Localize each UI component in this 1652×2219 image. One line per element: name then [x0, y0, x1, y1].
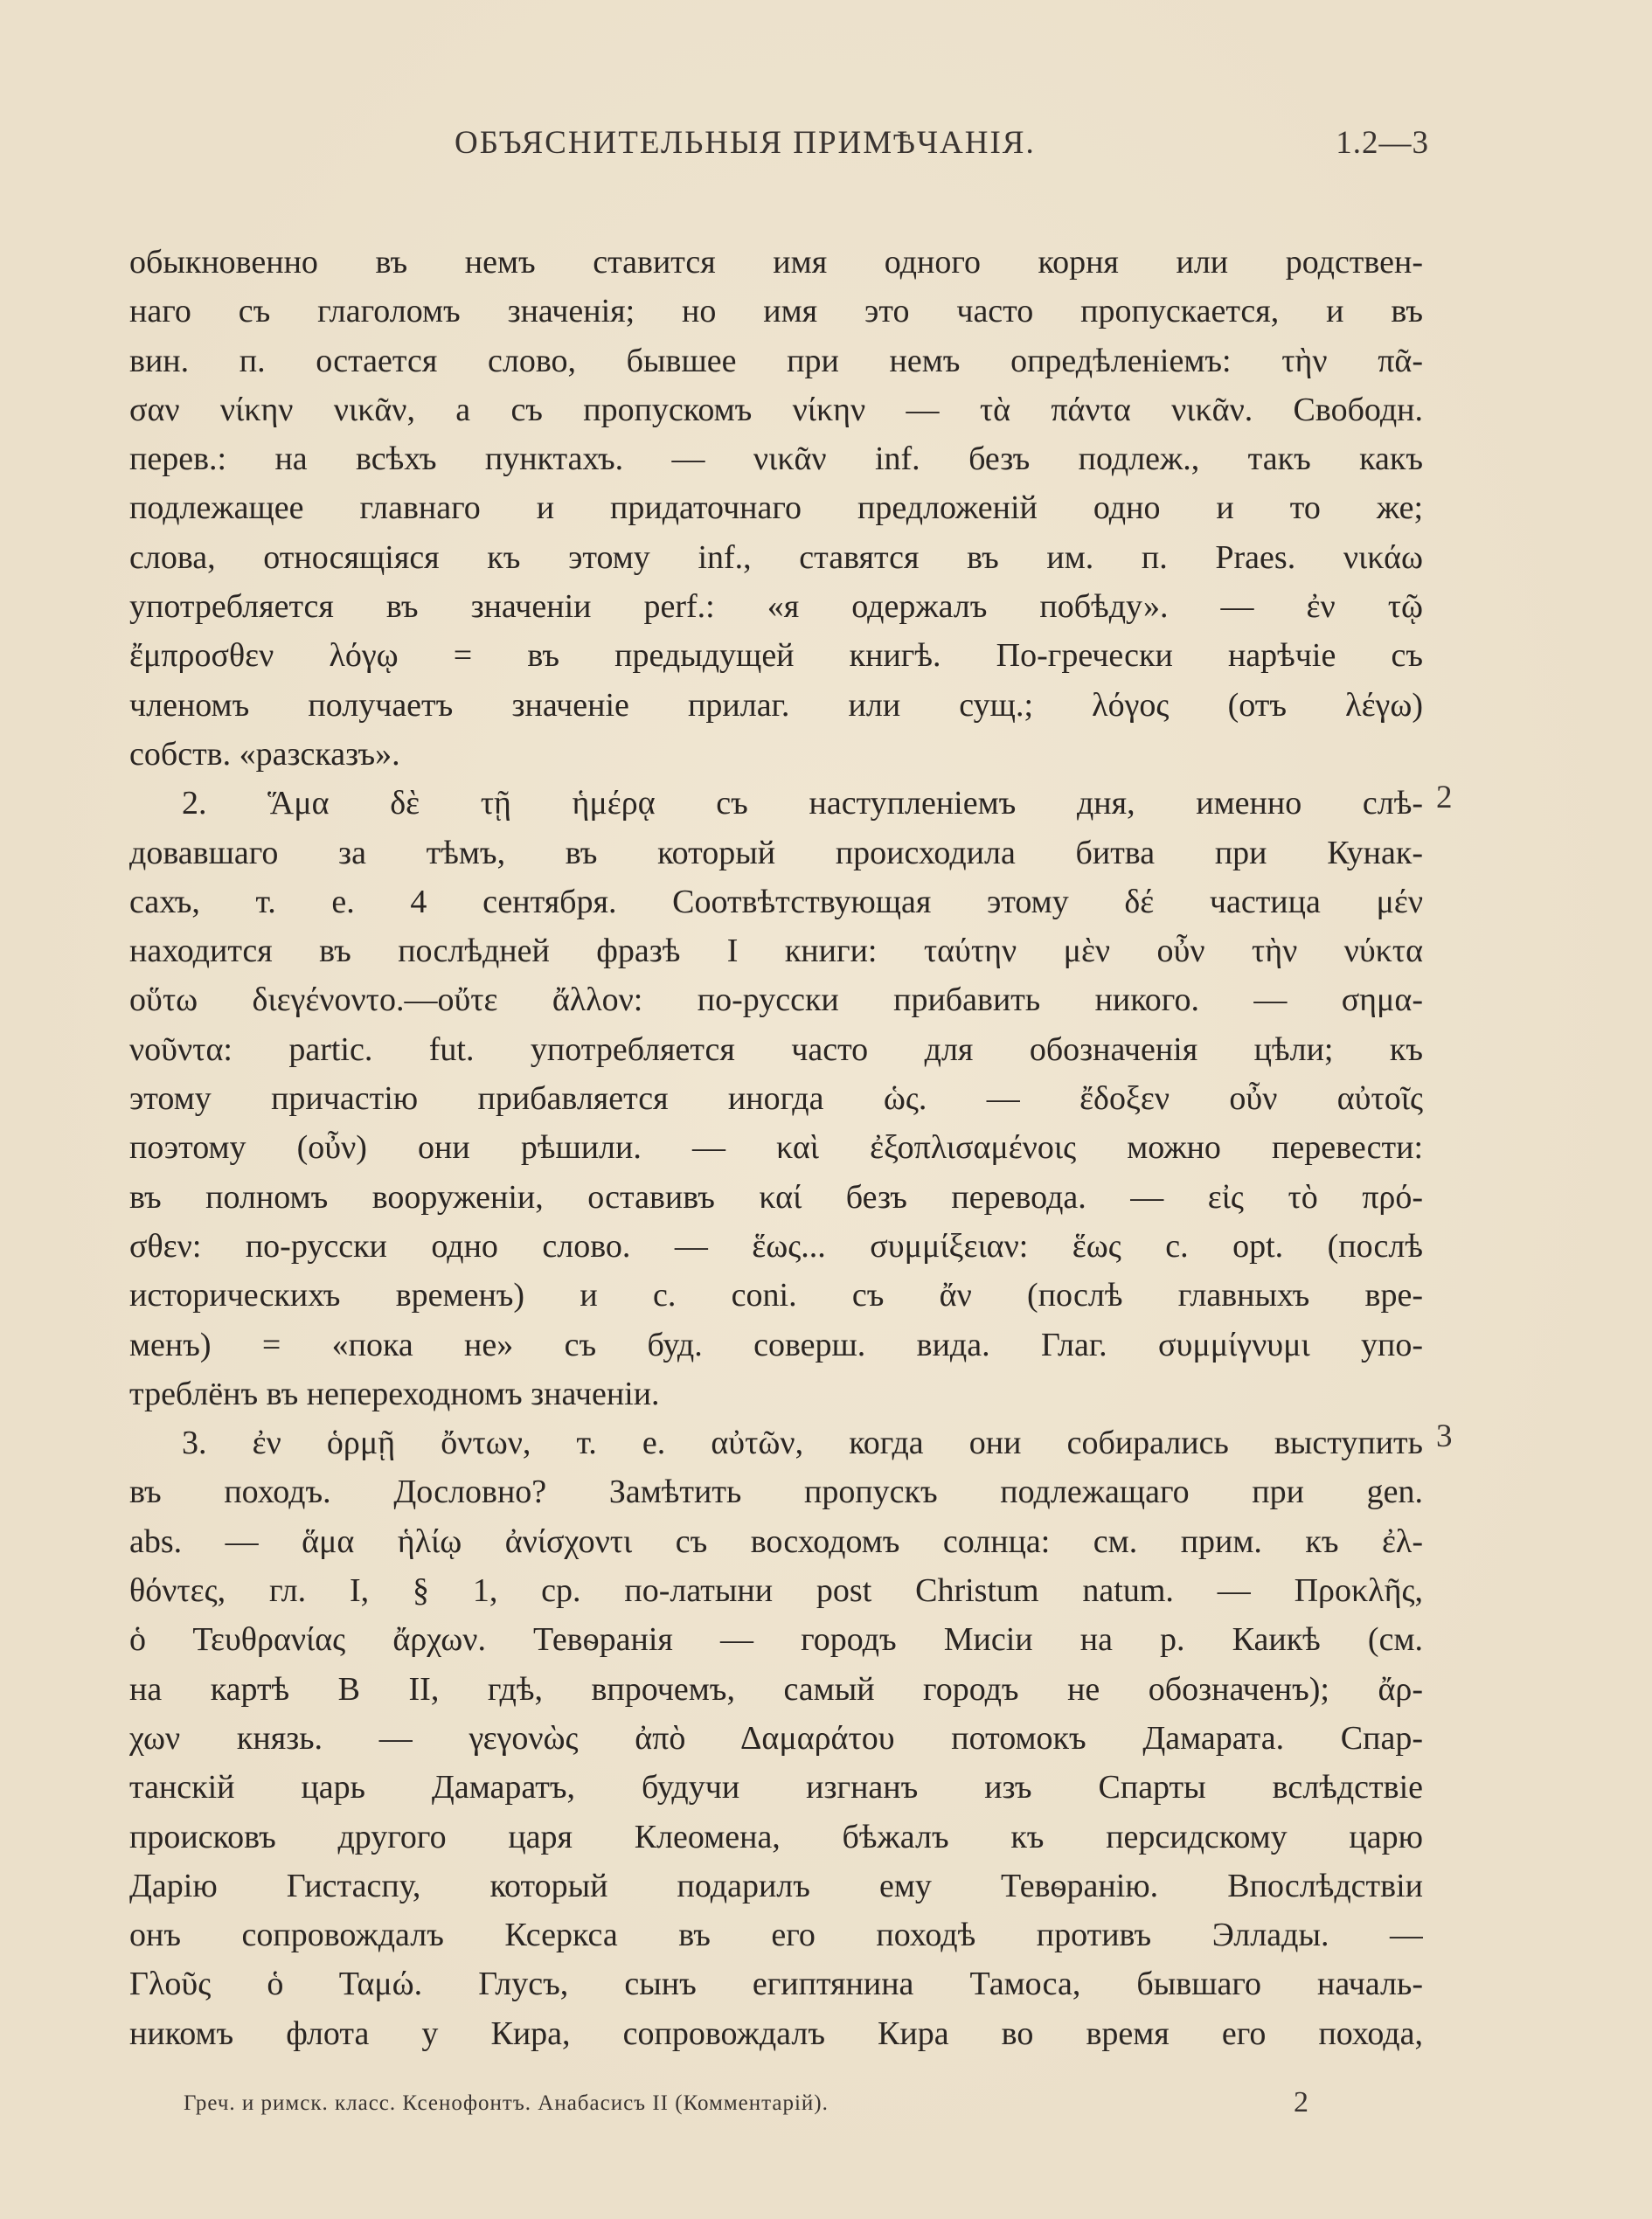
text-line: въ походъ. Дословно? Замѣтить пропускъ подлежащаго при gen.: [129, 1474, 1423, 1511]
text-line: перев.: на всѣхъ пунктахъ. — νικᾶν inf. безъ подлеж., такъ какъ: [129, 440, 1423, 478]
paragraph-start-line: 2. Ἅμα δὲ τῇ ἡμέρᾳ съ наступленіемъ дня, именно слѣ-: [182, 785, 1423, 822]
page-number: 2: [1294, 2086, 1308, 2118]
text-line: танскій царь Дамаратъ, будучи изгнанъ изъ Спарты вслѣдствіе: [129, 1769, 1423, 1806]
text-line: Дарію Гистаспу, который подарилъ ему Тевѳранію. Впослѣдствіи: [129, 1867, 1423, 1904]
text-line: σαν νίκην νικᾶν, а съ пропускомъ νίκην — τὰ πάντα νικᾶν. Свободн.: [129, 391, 1423, 428]
text-line: θόντες, гл. I, § 1, ср. по-латыни post Christum natum. — Προκλῆς,: [129, 1572, 1423, 1610]
text-line: σθεν: по-русски одно слово. — ἕως... συμμίξειαν: ἕως c. opt. (послѣ: [129, 1227, 1423, 1265]
commentary-body: [129, 238, 1423, 2058]
text-line: этому причастію прибавляется иногда ὡς. — ἔδοξεν οὖν αὐτοῖς: [129, 1080, 1423, 1118]
footer-signature: Греч. и римск. класс. Ксенофонтъ. Анабасисъ II (Комментарій).: [184, 2091, 829, 2115]
text-line: вин. п. остается слово, бывшее при немъ опредѣленіемъ: τὴν πᾶ-: [129, 342, 1423, 379]
text-line: сахъ, т. е. 4 сентября. Соотвѣтствующая этому δέ частица μέν: [129, 883, 1423, 920]
text-line: употребляется въ значеніи perf.: «я одержалъ побѣду». — ἐν τῷ: [129, 588, 1423, 626]
text-line: никомъ флота у Кира, сопровождалъ Кира во время его похода,: [129, 2014, 1423, 2052]
margin-section-number: 2: [1436, 780, 1453, 815]
text-line: abs. — ἅμα ἡλίῳ ἀνίσχοντι съ восходомъ солнца: см. прим. къ ἐλ-: [129, 1522, 1423, 1560]
text-line: менъ) = «пока не» съ буд. соверш. вида. Глаг. συμμίγνυμι упо-: [129, 1326, 1423, 1363]
header-title: ОБЪЯСНИТЕЛЬНЫЯ ПРИМѢЧАНІЯ.: [455, 125, 1036, 161]
text-line: собств. «разсказъ».: [129, 735, 400, 773]
page-footer: [184, 2086, 1320, 2126]
text-line: поэтому (οὖν) они рѣшили. — καὶ ἐξοπλισαμένοις можно перевести:: [129, 1129, 1423, 1167]
text-line: подлежащее главнаго и придаточнаго предложеній одно и то же;: [129, 489, 1423, 527]
text-line: οὕτω διεγένοντο.—οὔτε ἄλλον: по-русски прибавить никого. — σημα-: [129, 981, 1423, 1019]
text-line: ὁ Τευθρανίας ἄρχων. Тевѳранія — городъ Мисіи на р. Каикѣ (см.: [129, 1621, 1423, 1659]
text-line: ἔμπροσθεν λόγῳ = въ предыдущей книгѣ. По-гречески нарѣчіе съ: [129, 637, 1423, 675]
text-line: Γλοῦς ὁ Ταμώ. Глусъ, сынъ египтянина Тамоса, бывшаго началь-: [129, 1966, 1423, 2003]
text-line: членомъ получаетъ значеніе прилаг. или сущ.; λόγος (отъ λέγω): [129, 686, 1423, 724]
text-line: происковъ другого царя Клеомена, бѣжалъ къ персидскому царю: [129, 1818, 1423, 1855]
text-line: на картѣ В II, гдѣ, впрочемъ, самый городъ не обозначенъ); ἄρ-: [129, 1670, 1423, 1708]
text-line: νοῦντα: partic. fut. употребляется часто для обозначенія цѣли; къ: [129, 1030, 1423, 1068]
running-header: [127, 124, 1429, 177]
text-line: обыкновенно въ немъ ставится имя одного корня или родствен-: [129, 244, 1423, 281]
text-line: треблёнъ въ непереходномъ значеніи.: [129, 1375, 660, 1412]
text-line: довавшаго за тѣмъ, въ который происходила битва при Кунак-: [129, 834, 1423, 871]
header-section-range: 1.2—3: [1336, 125, 1429, 161]
text-line: находится въ послѣдней фразѣ I книги: ταύτην μὲν οὖν τὴν νύκτα: [129, 933, 1423, 970]
text-line: слова, относящіяся къ этому inf., ставятся въ им. п. Praes. νικάω: [129, 538, 1423, 576]
margin-section-number: 3: [1436, 1418, 1453, 1454]
text-line: наго съ глаголомъ значенія; но имя это часто пропускается, и въ: [129, 293, 1423, 330]
text-line: онъ сопровождалъ Ксеркса въ его походѣ противъ Эллады. —: [129, 1917, 1423, 1954]
paragraph-start-line: 3. ἐν ὁρμῇ ὄντων, т. е. αὐτῶν, когда они собирались выступить: [182, 1425, 1423, 1462]
text-line: въ полномъ вооруженіи, оставивъ καί безъ перевода. — εἰς τὸ πρό-: [129, 1178, 1423, 1216]
text-line: историческихъ временъ) и c. coni. съ ἄν (послѣ главныхъ вре-: [129, 1277, 1423, 1314]
text-line: χων князь. — γεγονὼς ἀπὸ Δαμαράτου потомокъ Дамарата. Спар-: [129, 1719, 1423, 1757]
